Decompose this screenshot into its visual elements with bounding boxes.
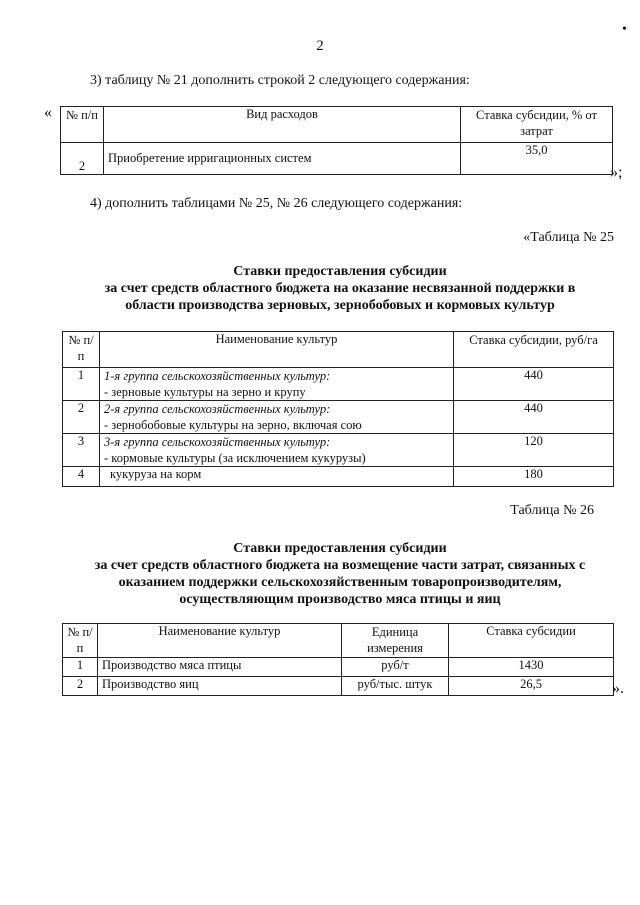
t21-cell: 2 xyxy=(61,143,104,175)
t25-name xyxy=(100,368,454,401)
group-label: 3-я группа сельскохозяйственных культур: xyxy=(104,435,331,449)
table-row xyxy=(63,368,614,401)
t26-cell: 2 xyxy=(63,677,98,696)
t25-rate: 120 xyxy=(454,434,614,467)
t26-cell: руб/т xyxy=(342,658,449,677)
group-desc: - зерновые культуры на зерно и крупу xyxy=(104,385,306,399)
table-row xyxy=(63,401,614,434)
t26-cell: Производство мяса птицы xyxy=(98,658,342,677)
paragraph-4: 4) дополнить таблицами № 25, № 26 следующего содержания: xyxy=(90,196,463,211)
table-25-title xyxy=(60,263,620,314)
table-25-caption: «Таблица № 25 xyxy=(523,230,614,245)
t26-cell: руб/тыс. штук xyxy=(342,677,449,696)
t26-header-num: № п/п xyxy=(63,624,98,658)
title-line: за счет средств областного бюджета на оказание несвязанной поддержки в xyxy=(104,281,576,296)
group-desc: - кормовые культуры (за исключением кукурузы) xyxy=(104,451,366,465)
title-line: Ставки предоставления субсидии xyxy=(233,264,447,279)
table-row xyxy=(63,467,614,487)
t26-cell: Производство яиц xyxy=(98,677,342,696)
title-line: Ставки предоставления субсидии xyxy=(233,541,447,556)
table-row xyxy=(63,434,614,467)
table-25 xyxy=(62,331,614,487)
t25-num: 3 xyxy=(63,434,100,467)
t25-rate: 180 xyxy=(454,467,614,487)
t26-header-rate: Ставка субсидии xyxy=(449,624,614,658)
t25-header-name: Наименование культур xyxy=(100,332,454,368)
t25-rate: 440 xyxy=(454,401,614,434)
t21-header-rate: Ставка субсидии, % от затрат xyxy=(461,107,613,143)
table-21-close: »; xyxy=(610,164,623,181)
t25-rate: 440 xyxy=(454,368,614,401)
quote-open: « xyxy=(44,104,52,121)
table-26-title xyxy=(60,540,620,608)
t25-header-num: № п/п xyxy=(63,332,100,368)
table-26-close: ». xyxy=(612,680,624,697)
title-line: осуществляющим производство мяса птицы и яиц xyxy=(179,592,501,607)
t25-num: 4 xyxy=(63,467,100,487)
title-line: оказанием поддержки сельскохозяйственным товаропроизводителям, xyxy=(118,575,562,590)
group-label: 2-я группа сельскохозяйственных культур: xyxy=(104,402,331,416)
table-row xyxy=(61,143,613,175)
page-number: 2 xyxy=(316,38,324,54)
table-21 xyxy=(60,106,613,175)
t21-header-num: № п/п xyxy=(61,107,104,143)
title-line: области производства зерновых, зернобобовых и кормовых культур xyxy=(125,298,555,313)
table-26 xyxy=(62,623,614,696)
t26-cell: 1430 xyxy=(449,658,614,677)
t26-header-unit: Единица измерения xyxy=(342,624,449,658)
t26-header-name: Наименование культур xyxy=(98,624,342,658)
t21-header-type: Вид расходов xyxy=(104,107,461,143)
group-desc: - зернобобовые культуры на зерно, включая сою xyxy=(104,418,362,432)
group-label: 1-я группа сельскохозяйственных культур: xyxy=(104,369,331,383)
corner-mark: • xyxy=(622,22,627,37)
t25-name xyxy=(100,434,454,467)
t25-header-rate: Ставка субсидии, руб/га xyxy=(454,332,614,368)
t25-num: 2 xyxy=(63,401,100,434)
table-row xyxy=(63,658,614,677)
t21-cell: Приобретение ирригационных систем xyxy=(104,143,461,175)
t25-name xyxy=(100,401,454,434)
t26-cell: 26,5 xyxy=(449,677,614,696)
t25-num: 1 xyxy=(63,368,100,401)
t21-cell: 35,0 xyxy=(461,143,613,175)
t26-cell: 1 xyxy=(63,658,98,677)
t25-name: кукуруза на корм xyxy=(100,467,454,487)
paragraph-3: 3) таблицу № 21 дополнить строкой 2 следующего содержания: xyxy=(90,73,470,88)
table-26-caption: Таблица № 26 xyxy=(510,503,594,518)
table-row xyxy=(63,677,614,696)
title-line: за счет средств областного бюджета на возмещение части затрат, связанных с xyxy=(94,558,586,573)
